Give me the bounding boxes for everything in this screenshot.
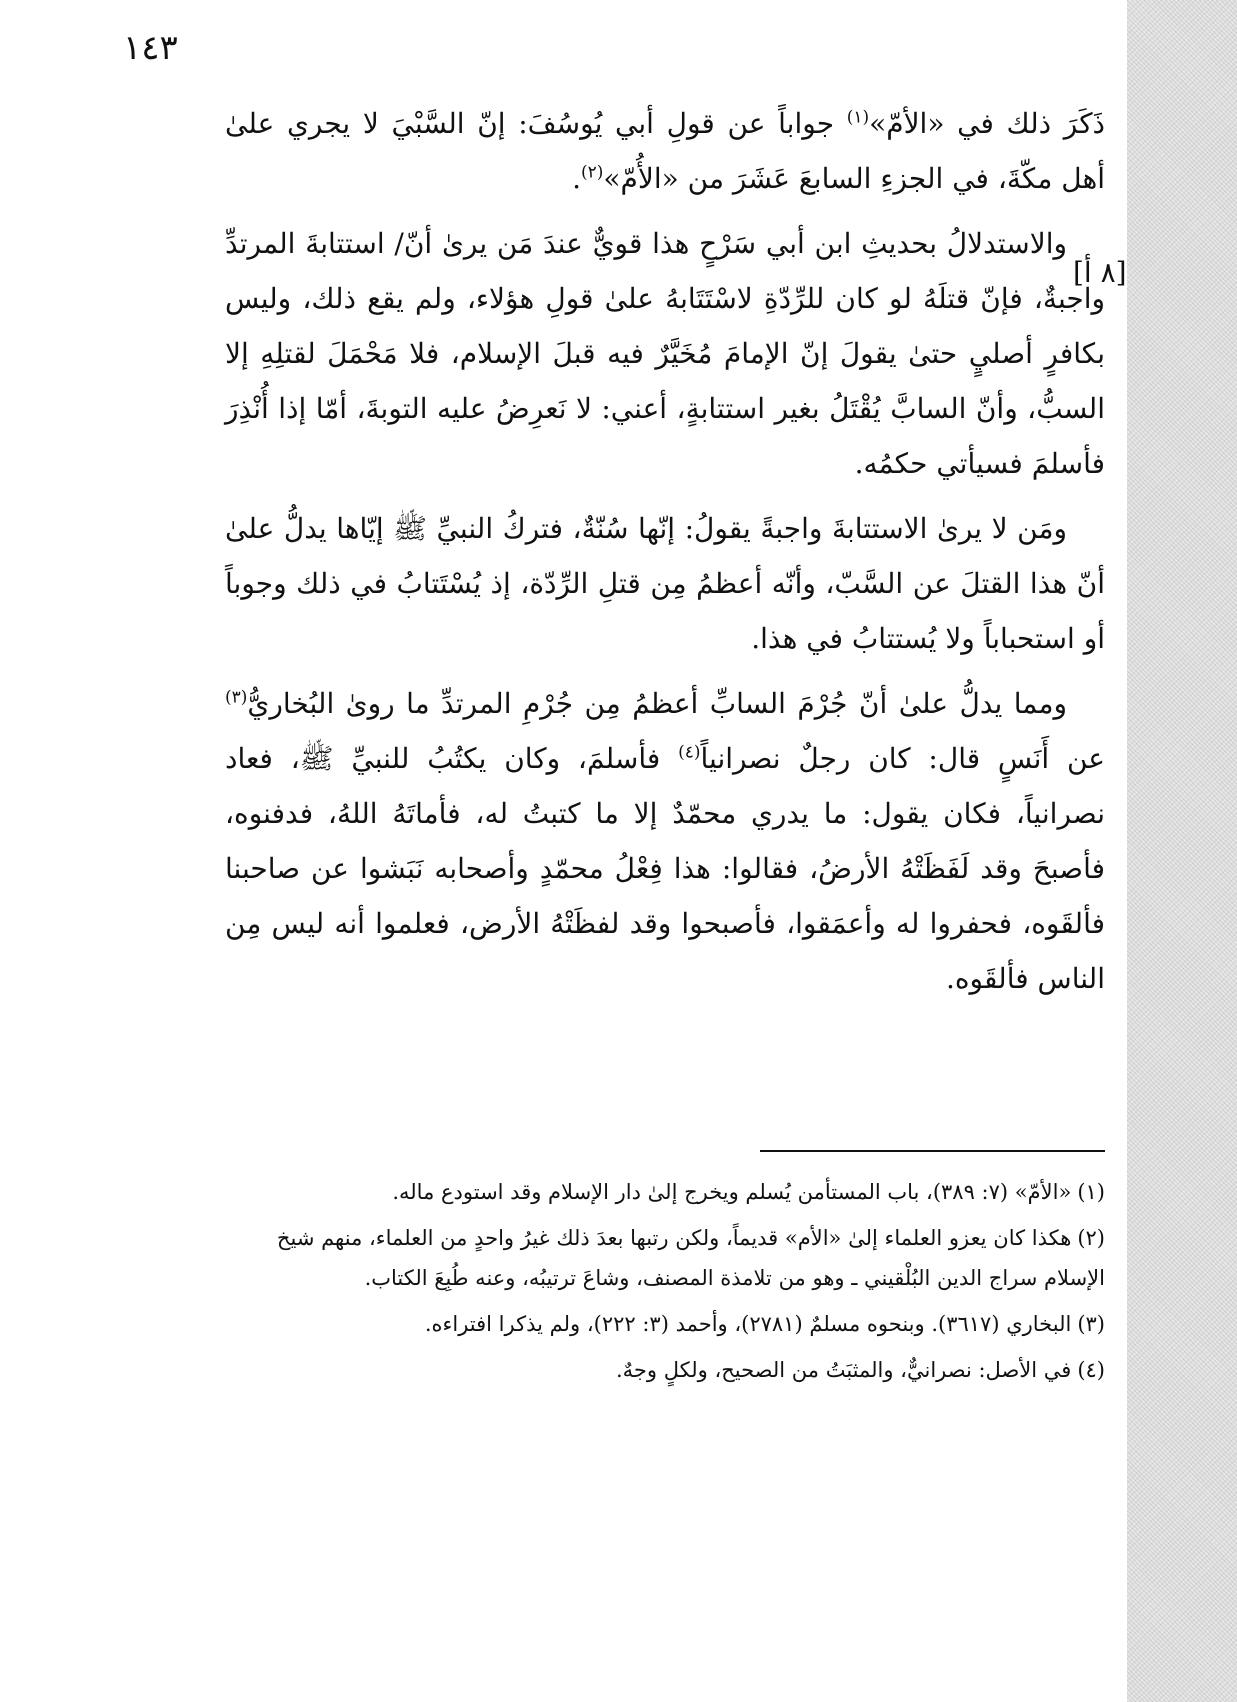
footnote-ref: (٣) bbox=[225, 687, 248, 708]
paragraph-3: ومَن لا يرىٰ الاستتابةَ واجبةً يقولُ: إنّها سُنّةٌ، فتركُ النبيِّ ﷺ إيّاها يدلُّ علىٰ أنّ هذا القتلَ عن السَّبّ، وأنّه أعظمُ مِن قتلِ الرِّدّة، إذ يُسْتَتابُ في ذلك وجوباً أو استحباباً ولا يُستتابُ في هذا. bbox=[225, 512, 1105, 655]
paragraph-text: جواباً عن قولِ أبي يُوسُفَ: إنّ السَّبْيَ لا يجري علىٰ أهل مكّةَ، في الجزءِ السابعَ عَشَرَ من «الأُمّ» bbox=[225, 107, 1105, 195]
footnote-ref: (٢) bbox=[580, 162, 604, 183]
footnote-ref: (١) bbox=[846, 107, 870, 128]
footnotes bbox=[225, 1172, 1105, 1396]
paragraph-text: ومما يدلُّ علىٰ أنّ جُرْمَ السابِّ أعظمُ مِن جُرْمِ المرتدِّ ما روىٰ البُخاريُّ bbox=[247, 687, 1067, 720]
paragraph-2: والاستدلالُ بحديثِ ابن أبي سَرْحٍ هذا قويٌّ عندَ مَن يرىٰ أنّ/ استتابةَ المرتدِّ واجبةٌ، فإنّ قتلَهُ لو كان للرِّدّةِ لاسْتَتَابهُ علىٰ قولِ هؤلاء، ولم يقع ذلك، وليس بكافرٍ أصليٍ حتىٰ يقولَ إنّ الإمامَ مُخَيَّرٌ فيه قبلَ الإسلام، فلا مَحْمَلَ لقتلِهِ إلا السبُّ، وأنّ السابَّ يُقْتَلُ بغير استتابةٍ، أعني: لا نَعرِضُ عليه التوبةَ، أمّا إذا أُنْذِرَ فأسلمَ فسيأتي حكمُه. bbox=[225, 227, 1105, 480]
paragraph-4 bbox=[225, 676, 1105, 1006]
paragraph-1 bbox=[225, 96, 1105, 206]
footnote-text: البخاري (٣٦١٧). وبنحوه مسلمٌ (٢٧٨١)، وأحمد (٣: ٢٢٢)، ولم يذكرا افتراءه. bbox=[424, 1312, 1072, 1336]
page-number: ١٤٣ bbox=[123, 28, 178, 68]
footnote-item bbox=[225, 1218, 1105, 1298]
footnote-number: (٢) bbox=[1077, 1226, 1105, 1250]
manuscript-folio-marker: [٨ أ] bbox=[1073, 256, 1127, 289]
footnote-item bbox=[225, 1304, 1105, 1344]
footnote-item bbox=[225, 1350, 1105, 1390]
footnote-separator bbox=[760, 1150, 1105, 1152]
footnote-ref: (٤) bbox=[678, 742, 701, 763]
paragraph-text: . bbox=[572, 162, 581, 195]
paragraph-text: فأسلمَ، وكان يكتُبُ للنبيِّ ﷺ، فعاد نصرانياً، فكان يقول: ما يدري محمّدٌ إلا ما كتبتُ له، فأماتَهُ اللهُ، فدفنوه، فأصبحَ وقد لَفَظَتْهُ الأرضُ، فقالوا: هذا فِعْلُ محمّدٍ وأصحابه نَبَشوا عن صاحبنا فألقَوه، فحفروا له وأعمَقوا، فأصبحوا وقد لفظَتْهُ الأرض، فعلموا أنه ليس مِن الناس فألقَوه. bbox=[225, 742, 1106, 995]
scan-edge-texture bbox=[1127, 0, 1237, 1702]
footnote-number: (٤) bbox=[1077, 1358, 1105, 1382]
footnote-text: «الأمّ» (٧: ٣٨٩)، باب المستأمن يُسلم ويخرج إلىٰ دار الإسلام وقد استودع ماله. bbox=[392, 1180, 1072, 1204]
main-text bbox=[225, 96, 1105, 1016]
footnote-number: (٣) bbox=[1077, 1312, 1105, 1336]
footnote-text: هكذا كان يعزو العلماء إلىٰ «الأم» قديماً، ولكن رتبها بعدَ ذلك غيرُ واحدٍ من العلماء، منهم شيخ الإسلام سراج الدين البُلْقيني ـ وهو من تلامذة المصنف، وشاعَ ترتيبُه، وعنه طُبِعَ الكتاب. bbox=[276, 1226, 1105, 1290]
paragraph-text: ذَكَرَ ذلك في «الأمّ» bbox=[869, 107, 1106, 140]
footnote-number: (١) bbox=[1077, 1180, 1105, 1204]
footnote-text: في الأصل: نصرانيٌّ، والمثبَتُ من الصحيح، ولكلٍ وجهٌ. bbox=[616, 1358, 1072, 1382]
footnote-item bbox=[225, 1172, 1105, 1212]
paragraph-text: عن أَنَسٍ قال: كان رجلٌ نصرانياً bbox=[700, 742, 1106, 775]
